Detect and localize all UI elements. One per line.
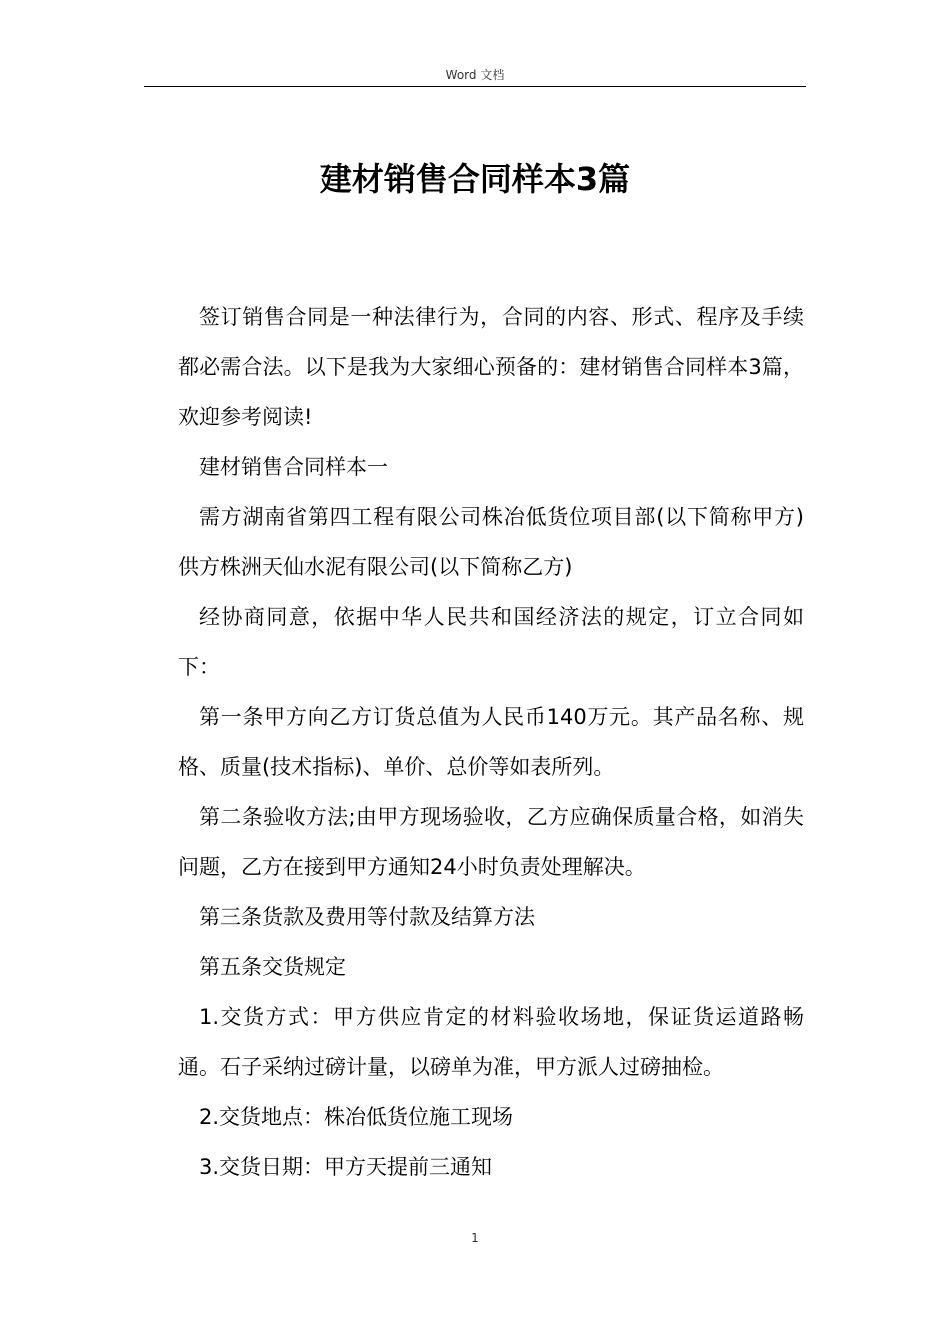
paragraph-intro: 签订销售合同是一种法律行为，合同的内容、形式、程序及手续都必需合法。以下是我为大家细心预备的：建材销售合同样本3篇，欢迎参考阅读! [178,305,804,429]
paragraph-parties: 需方湖南省第四工程有限公司株冶低货位项目部(以下简称甲方) 供方株洲天仙水泥有限公司(以下简称乙方) [178,505,825,579]
paragraph-article-2: 第二条验收方法;由甲方现场验收，乙方应确保质量合格，如消失问题，乙方在接到甲方通知24小时负责处理解决。 [178,805,804,879]
paragraph-delivery-location: 2.交货地点：株冶低货位施工现场 [199,1105,514,1129]
paragraph-agreement: 经协商同意，依据中华人民共和国经济法的规定，订立合同如下： [178,605,804,679]
page-number: 1 [471,1231,479,1245]
document-body [178,292,825,1192]
paragraph-article-1: 第一条甲方向乙方订货总值为人民币140万元。其产品名称、规格、质量(技术指标)、单价、总价等如表所列。 [178,705,804,779]
header-divider [144,86,806,87]
paragraph-delivery-date: 3.交货日期：甲方天提前三通知 [199,1155,493,1179]
paragraph-article-3: 第三条货款及费用等付款及结算方法 [199,905,535,929]
paragraph-article-5: 第五条交货规定 [199,955,346,979]
paragraph-section-heading: 建材销售合同样本一 [199,455,388,479]
document-title: 建材销售合同样本3篇 [319,160,631,198]
page-header-label: Word 文档 [445,68,505,82]
paragraph-delivery-method: 1.交货方式：甲方供应肯定的材料验收场地，保证货运道路畅通。石子采纳过磅计量，以磅单为准，甲方派人过磅抽检。 [178,1005,804,1079]
